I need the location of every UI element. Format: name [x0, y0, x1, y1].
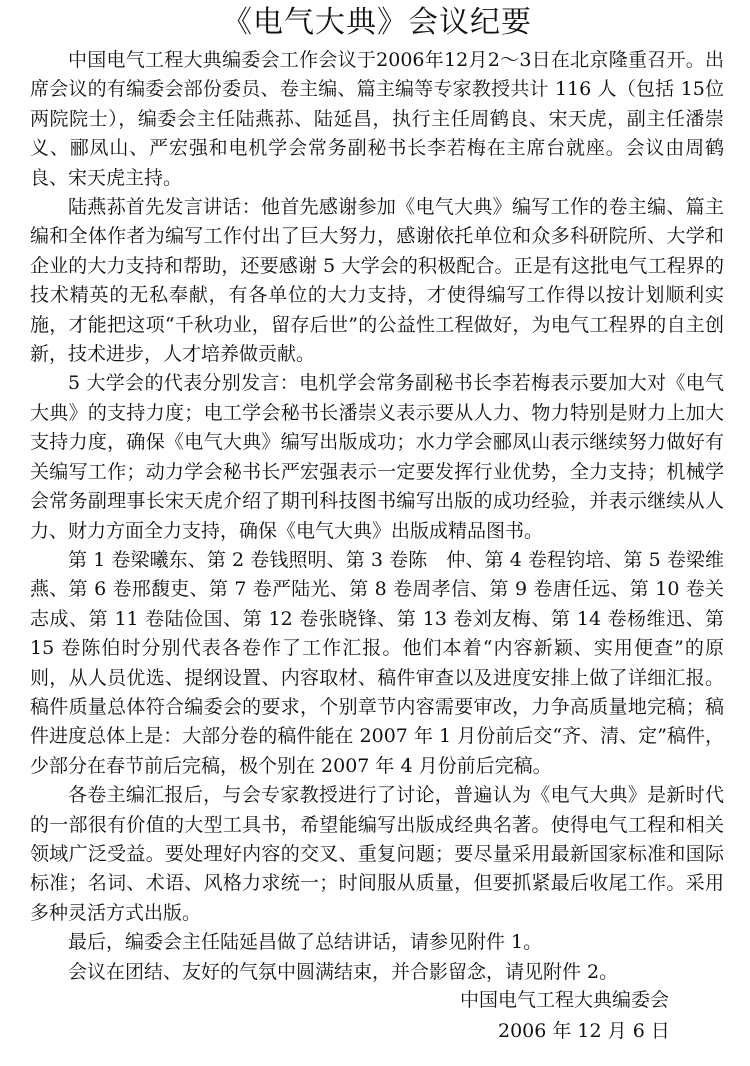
paragraph-discussion: 各卷主编汇报后，与会专家教授进行了讨论，普遍认为《电气大典》是新时代的一部很有价值的大型工具书，希望能编写出版成经典名著。使得电气工程和相关领域广泛受益。要处理好内容的交叉、重复问题；要尽量采用最新国家标准和国际标准；名词、术语、风格力求统一；时间服从质量，但要抓紧最后收尾工作。采用多种灵活方式出版。 [30, 784, 724, 924]
signature-date: 2006 年 12 月 6 日 [498, 1020, 670, 1042]
document-title: 《电气大典》会议纪要 [222, 5, 532, 40]
paragraph-societies: 5 大学会的代表分别发言：电机学会常务副秘书长李若梅表示要加大对《电气大典》的支持力度；电工学会秘书长潘崇义表示要从人力、物力特别是财力上加大支持力度，确保《电气大典》编写出版成功；水力学会郦凤山表示继续努力做好有关编写工作；动力学会秘书长严宏强表示一定要发挥行业优势，全力支持；机械学会常务副理事长宋天虎介绍了期刊科技图书编写出版的成功经验，并表示继续从人力、财力方面全力支持，确保《电气大典》出版成精品图书。 [30, 372, 724, 542]
signature-block [460, 985, 700, 1047]
paragraph-opening: 中国电气工程大典编委会工作会议于2006年12月2～3日在北京隆重召开。出席会议的有编委会部份委员、卷主编、篇主编等专家教授共计 116 人（包括 15位两院院士），编委会主任陆燕荪、陆延昌，执行主任周鹤良、宋天虎，副主任潘崇义、郦凤山、严宏强和电机学会常务副秘书长李若梅在主席台就座。会议由周鹤良、宋天虎主持。 [30, 49, 724, 189]
document [30, 0, 724, 987]
paragraph-conclusion: 会议在团结、友好的气氛中圆满结束，并合影留念，请见附件 2。 [68, 960, 619, 983]
paragraph-closing-speech: 最后，编委会主任陆延昌做了总结讲话，请参见附件 1。 [68, 931, 543, 954]
signature-organization: 中国电气工程大典编委会 [460, 989, 670, 1011]
paragraph-speech: 陆燕荪首先发言讲话：他首先感谢参加《电气大典》编写工作的卷主编、篇主编和全体作者为编写工作付出了巨大努力，感谢依托单位和众多科研院所、大学和企业的大力支持和帮助，还要感谢 5 大学会的积极配合。正是有这批电气工程界的技术精英的无私奉献，有各单位的大力支持，才使得编写工作得以按计划顺利实施，才能把这项“千秋功业，留存后世”的公益性工程做好，为电气工程界的自主创新，技术进步，人才培养做贡献。 [30, 196, 724, 366]
paragraph-volume-reports: 第 1 卷梁曦东、第 2 卷钱照明、第 3 卷陈 仲、第 4 卷程钧培、第 5 卷梁维燕、第 6 卷邢馥吏、第 7 卷严陆光、第 8 卷周孝信、第 9 卷唐任远、第 10 卷关志成、第 11 卷陆俭国、第 12 卷张晓锋、第 13 卷刘友梅、第 14 卷杨维迅、第 15 卷陈伯时分别代表各卷作了工作汇报。他们本着“内容新颖、实用便查”的原则，从人员优选、提纲设置、内容取材、稿件审查以及进度安排上做了详细汇报。稿件质量总体符合编委会的要求，个别章节内容需要审改，力争高质量地完稿；稿件进度总体上是：大部分卷的稿件能在 2007 年 1 月份前后交“齐、清、定”稿件，少部分在春节前后完稿，极个别在 2007 年 4 月份前后完稿。 [30, 548, 724, 777]
document-body [30, 46, 724, 987]
